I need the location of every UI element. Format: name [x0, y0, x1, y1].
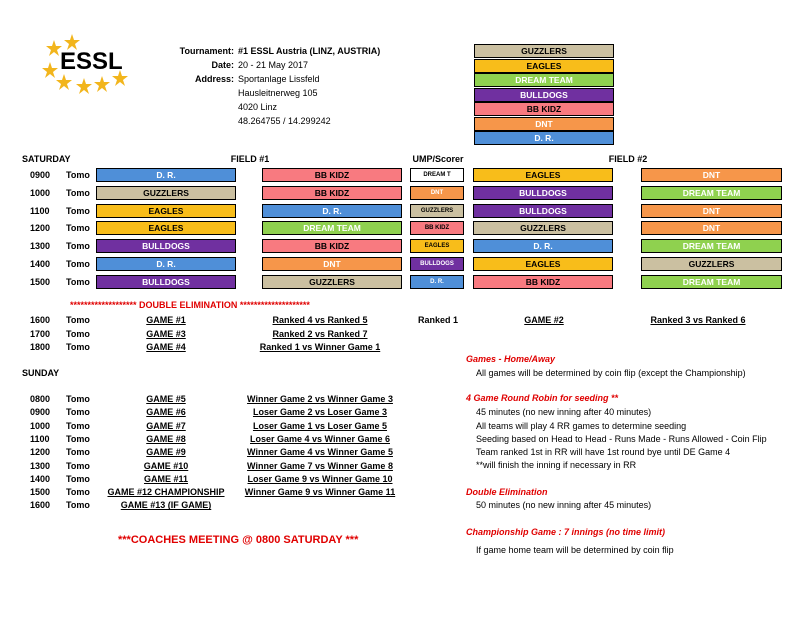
team-cell: BB KIDZ: [410, 221, 464, 235]
umpire-name: Tomo: [66, 420, 90, 431]
coaches-meeting: ***COACHES MEETING @ 0800 SATURDAY ***: [118, 534, 359, 546]
matchup: Loser Game 4 vs Winner Game 6: [250, 433, 390, 444]
team-cell: EAGLES: [473, 168, 613, 182]
team-cell: D. R.: [410, 275, 464, 289]
round-robin-line: All teams will play 4 RR games to determine seeding: [476, 421, 687, 431]
umpire-name: Tomo: [66, 205, 90, 216]
team-cell: BB KIDZ: [262, 239, 402, 253]
time-slot: 1400: [30, 259, 51, 269]
game-label: GAME #3: [146, 328, 186, 339]
umpire-name: Tomo: [66, 187, 90, 198]
team-cell: D. R.: [474, 131, 614, 145]
matchup: Ranked 1 vs Winner Game 1: [259, 342, 381, 352]
team-cell: DNT: [474, 117, 614, 131]
umpire-name: Tomo: [66, 241, 90, 252]
tournament-name: #1 ESSL Austria (LINZ, AUSTRIA): [238, 46, 381, 56]
umpire-name: Tomo: [66, 342, 90, 352]
game-label: GAME #7: [146, 420, 186, 431]
championship-text: If game home team will be determined by coin flip: [476, 545, 674, 555]
team-cell: DNT: [410, 186, 464, 200]
team-cell: EAGLES: [96, 204, 236, 218]
address-label: Address:: [194, 74, 234, 84]
team-cell: DNT: [641, 168, 782, 182]
time-slot: 1000: [30, 187, 51, 198]
matchup: Ranked 2 vs Ranked 7: [272, 328, 368, 339]
time-slot: 1200: [30, 223, 51, 234]
time-slot: 1600: [30, 500, 51, 511]
team-cell: BB KIDZ: [473, 275, 613, 289]
saturday-label: SATURDAY: [22, 154, 71, 164]
game-label: GAME #6: [146, 407, 186, 418]
sunday-label: SUNDAY: [22, 368, 60, 378]
game-label: GAME #4: [146, 342, 186, 352]
time-slot: 1500: [30, 487, 51, 498]
field1-header: FIELD #1: [230, 154, 270, 164]
matchup: Winner Game 9 vs Winner Game 11: [244, 487, 396, 498]
time-slot: 1300: [30, 460, 51, 471]
address-line: 48.264755 / 14.299242: [238, 116, 331, 126]
game-label: GAME #13 (IF GAME): [120, 500, 212, 511]
team-cell: DREAM TEAM: [641, 186, 782, 200]
umpire-name: Tomo: [66, 170, 90, 180]
home-away-text: All games will be determined by coin flip (except the Championship): [476, 368, 746, 378]
team-cell: GUZZLERS: [262, 275, 402, 289]
umpire-name: Tomo: [66, 328, 90, 339]
matchup: Ranked 4 vs Ranked 5: [272, 315, 368, 325]
time-slot: 1600: [30, 315, 51, 325]
team-cell: D. R.: [96, 168, 236, 182]
game-label: GAME #12 CHAMPIONSHIP: [107, 487, 225, 498]
time-slot: 1700: [30, 328, 51, 339]
team-cell: DREAM TEAM: [641, 275, 782, 289]
team-cell: BB KIDZ: [474, 102, 614, 116]
umpire-name: Tomo: [66, 315, 90, 325]
round-robin-line: Team ranked 1st in RR will have 1st round bye until DE Game 4: [476, 447, 731, 457]
bye-note: Ranked 1: [417, 315, 459, 325]
team-cell: DNT: [641, 221, 782, 235]
team-cell: BULLDOGS: [96, 239, 236, 253]
game-label: GAME #2: [524, 315, 564, 325]
team-cell: BULLDOGS: [410, 257, 464, 271]
umpire-name: Tomo: [66, 473, 90, 484]
matchup: Loser Game 2 vs Loser Game 3: [252, 407, 388, 418]
time-slot: 0800: [30, 394, 51, 404]
game-label: GAME #11: [143, 473, 189, 484]
field2-header: FIELD #2: [608, 154, 648, 164]
umpire-name: Tomo: [66, 407, 90, 418]
team-cell: BULLDOGS: [474, 88, 614, 102]
team-cell: EAGLES: [96, 221, 236, 235]
matchup: Winner Game 2 vs Winner Game 3: [247, 394, 393, 404]
team-cell: GUZZLERS: [410, 204, 464, 218]
essl-logo: [42, 34, 142, 98]
tournament-label: Tournament:: [179, 46, 234, 56]
time-slot: 0900: [30, 170, 51, 180]
team-cell: GUZZLERS: [96, 186, 236, 200]
umpire-name: Tomo: [66, 259, 90, 269]
logo-text: ESSL: [60, 48, 123, 75]
round-robin-line: **will finish the inning if necessary in RR: [476, 460, 637, 470]
team-cell: DREAM TEAM: [641, 239, 782, 253]
team-cell: BB KIDZ: [262, 186, 402, 200]
address-line: Sportanlage Lissfeld: [238, 74, 320, 84]
matchup: Ranked 3 vs Ranked 6: [650, 315, 746, 325]
time-slot: 1000: [30, 420, 51, 431]
team-cell: D. R.: [473, 239, 613, 253]
date-label: Date:: [211, 60, 234, 70]
game-label: GAME #1: [146, 315, 186, 325]
team-cell: EAGLES: [474, 59, 614, 73]
umpire-name: Tomo: [66, 487, 90, 498]
team-cell: GUZZLERS: [474, 44, 614, 58]
matchup: Winner Game 7 vs Winner Game 8: [247, 460, 393, 471]
team-cell: DREAM T: [410, 168, 464, 182]
round-robin-line: Seeding based on Head to Head - Runs Made - Runs Allowed - Coin Flip: [476, 434, 767, 444]
team-cell: EAGLES: [410, 239, 464, 253]
double-elimination-text: 50 minutes (no new inning after 45 minutes): [476, 500, 652, 510]
team-cell: DREAM TEAM: [262, 221, 402, 235]
game-label: GAME #8: [146, 433, 186, 444]
umpire-name: Tomo: [66, 460, 90, 471]
team-cell: BB KIDZ: [262, 168, 402, 182]
time-slot: 1400: [30, 473, 51, 484]
team-cell: GUZZLERS: [473, 221, 613, 235]
round-robin-title: 4 Game Round Robin for seeding **: [466, 393, 619, 403]
umpire-name: Tomo: [66, 223, 90, 234]
double-elimination-banner: ******************* DOUBLE ELIMINATION ********************: [70, 300, 310, 310]
team-cell: BULLDOGS: [473, 204, 613, 218]
double-elimination-title: Double Elimination: [466, 487, 548, 497]
team-cell: DNT: [641, 204, 782, 218]
game-label: GAME #5: [146, 394, 186, 404]
address-line: 4020 Linz: [238, 102, 278, 112]
umpire-name: Tomo: [66, 276, 90, 287]
time-slot: 1300: [30, 241, 51, 252]
team-cell: D. R.: [262, 204, 402, 218]
time-slot: 1800: [30, 342, 51, 352]
matchup: Loser Game 9 vs Winner Game 10: [247, 473, 393, 484]
team-cell: DNT: [262, 257, 402, 271]
time-slot: 0900: [30, 407, 51, 418]
team-cell: DREAM TEAM: [474, 73, 614, 87]
umpire-name: Tomo: [66, 500, 90, 511]
umpire-name: Tomo: [66, 394, 90, 404]
game-label: GAME #10: [143, 460, 189, 471]
umpire-name: Tomo: [66, 433, 90, 444]
matchup: Winner Game 4 vs Winner Game 5: [247, 447, 393, 458]
umpire-name: Tomo: [66, 447, 90, 458]
team-cell: D. R.: [96, 257, 236, 271]
date-value: 20 - 21 May 2017: [238, 60, 309, 70]
team-cell: BULLDOGS: [473, 186, 613, 200]
time-slot: 1100: [30, 433, 50, 444]
ump-header: UMP/Scorer: [412, 154, 464, 164]
matchup: Loser Game 1 vs Loser Game 5: [252, 420, 388, 431]
team-cell: BULLDOGS: [96, 275, 236, 289]
time-slot: 1200: [30, 447, 51, 458]
address-line: Hausleitnerweg 105: [238, 88, 318, 98]
time-slot: 1100: [30, 205, 50, 216]
game-label: GAME #9: [146, 447, 186, 458]
round-robin-line: 45 minutes (no new inning after 40 minutes): [476, 407, 652, 417]
team-cell: EAGLES: [473, 257, 613, 271]
championship-title: Championship Game : 7 innings (no time limit): [466, 527, 666, 537]
home-away-title: Games - Home/Away: [466, 354, 556, 364]
time-slot: 1500: [30, 276, 51, 287]
team-cell: GUZZLERS: [641, 257, 782, 271]
